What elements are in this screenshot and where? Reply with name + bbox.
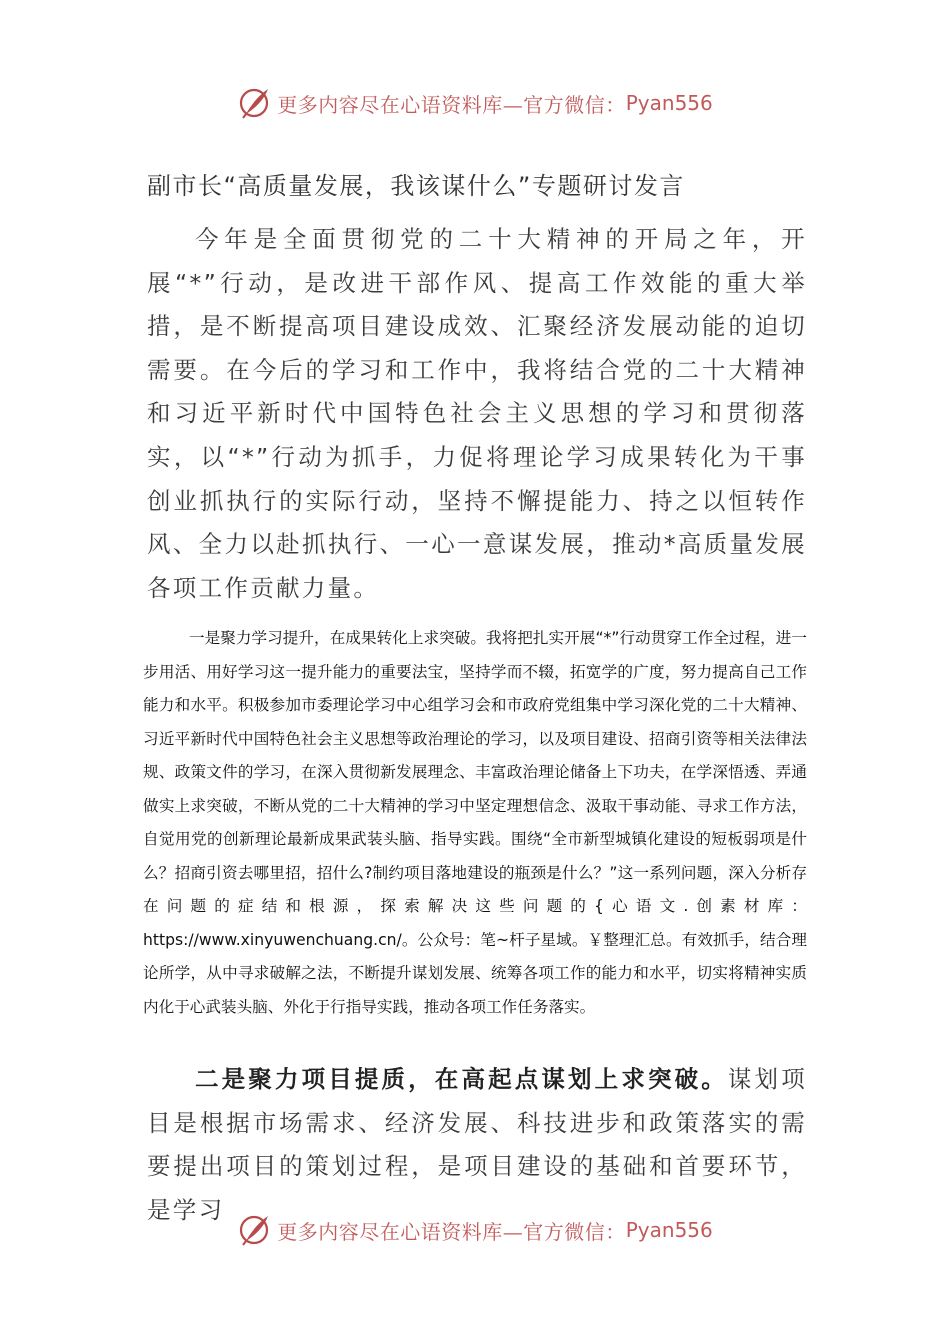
- banner-text: 更多内容尽在心语资料库—官方微信：: [277, 92, 626, 117]
- section2-paragraph: [147, 1058, 807, 1232]
- document-title: 副市长“高质量发展，我该谋什么”专题研讨发言: [147, 172, 685, 200]
- section2-lead: 二是聚力项目提质，在高起点谋划上求突破。: [195, 1065, 728, 1093]
- banner-wechat-id: Pyan556: [625, 91, 713, 115]
- section1-paragraph: 一是聚力学习提升，在成果转化上求突破。我将把扎实开展“*”行动贯穿工作全过程，进一步用活、用好学习这一提升能力的重要法宝，坚持学而不辍，拓宽学的广度，努力提高自己工作能力和水平。积极参加市委理论学习中心组学习会和市政府党组集中学习深化党的二十大精神、习近平新时代中国特色社会主义思想等政治理论的学习，以及项目建设、招商引资等相关法律法规、政策文件的学习，在深入贯彻新发展理念、丰富政治理论储备上下功夫，在学深悟透、弄通做实上求突破，不断从党的二十大精神的学习中坚定理想信念、汲取干事动能、寻求工作方法，自觉用党的创新理论最新成果武装头脑、指导实践。围绕“全市新型城镇化建设的短板弱项是什么？招商引资去哪里招，招什么?制约项目落地建设的瓶颈是什么？”这一系列问题，深入分析存在问题的症结和根源，探索解决这些问题的{心语文.创素材库：https://www.xinyuwenchuang.cn/。公众号：笔~杆子星域。￥整理汇总。有效抓手，结合理论所学，从中寻求破解之法，不断提升谋划发展、统筹各项工作的能力和水平，切实将精神实质内化于心武装头脑、外化于行指导实践，推动各项工作任务落实。: [143, 629, 807, 1016]
- quill-pen-logo-icon: [237, 85, 273, 121]
- section2-body: 谋划项目是根据市场需求、经济发展、科技进步和政策落实的需要提出项目的策划过程，是项目建设的基础和首要环节，是学习: [147, 1065, 807, 1224]
- footer-watermark-banner: [0, 1210, 950, 1250]
- header-watermark-banner: [0, 83, 950, 123]
- banner-wechat-id: Pyan556: [625, 1218, 713, 1242]
- quill-pen-logo-icon: [237, 1212, 273, 1248]
- banner-text: 更多内容尽在心语资料库—官方微信：: [277, 1219, 626, 1244]
- intro-paragraph: 今年是全面贯彻党的二十大精神的开局之年，开展“*”行动，是改进干部作风、提高工作效能的重大举措，是不断提高项目建设成效、汇聚经济发展动能的迫切需要。在今后的学习和工作中，我将结合党的二十大精神和习近平新时代中国特色社会主义思想的学习和贯彻落实，以“*”行动为抓手，力促将理论学习成果转化为干事创业抓执行的实际行动，坚持不懈提能力、持之以恒转作风、全力以赴抓执行、一心一意谋发展，推动*高质量发展各项工作贡献力量。: [147, 225, 807, 602]
